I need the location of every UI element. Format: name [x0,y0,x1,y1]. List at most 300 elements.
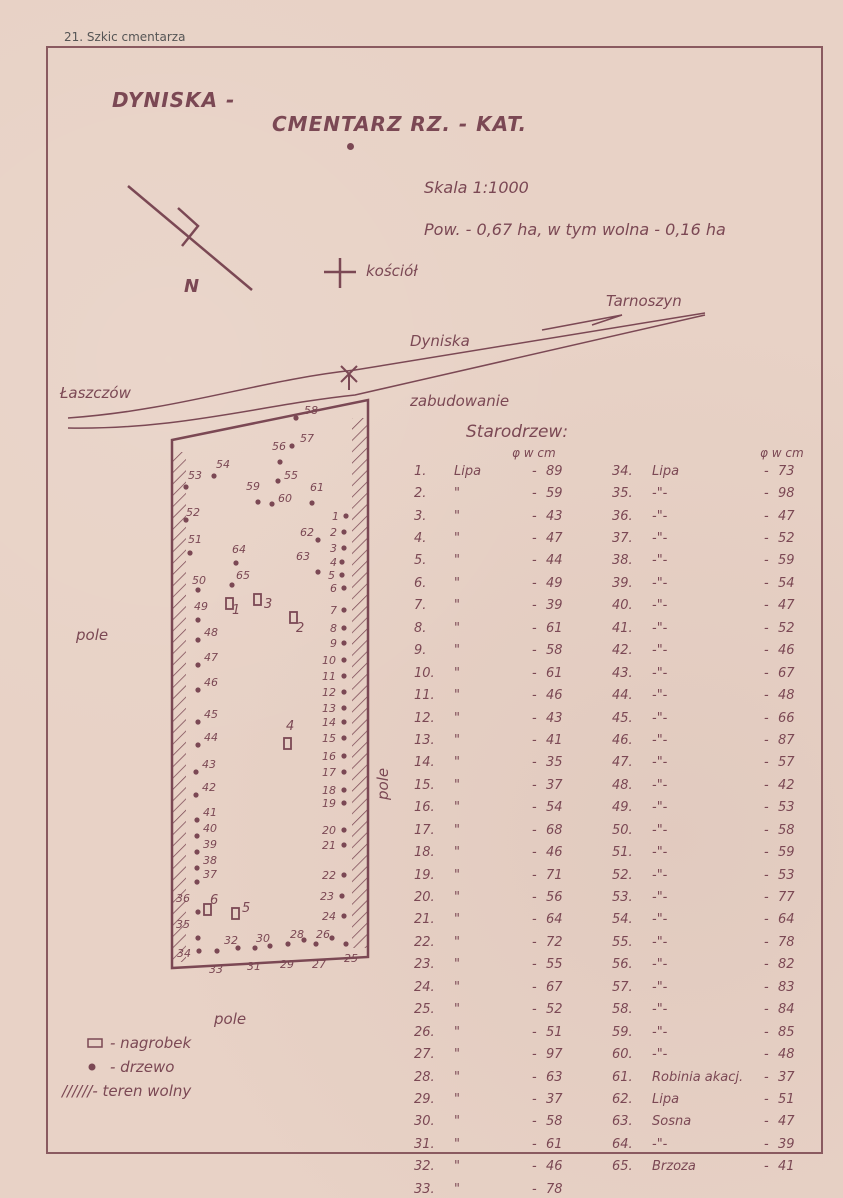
table-row [612,976,808,998]
tree-d-cell: 46 [778,643,795,659]
table-row [612,662,808,684]
tree-d-cell: 85 [778,1024,795,1040]
dash-cell: - [532,1159,537,1175]
table-row [414,617,576,639]
tree-d-cell: 55 [546,957,563,973]
tree-no-cell: 63. [612,1114,633,1130]
tree-no-cell: 48. [612,777,633,793]
grave-number-4: 4 [286,719,295,734]
table-heading: Starodrzew: [466,422,569,442]
tree-name-cell: " [454,934,460,950]
tree-number-45: 45 [204,708,218,721]
tree-marker-17 [341,769,346,774]
tree-name-cell: " [454,845,460,861]
tree-no-cell: 21. [414,912,435,928]
table-row [414,662,576,684]
tree-d-cell: 46 [546,688,563,704]
tree-number-50: 50 [192,574,206,587]
dash-cell: - [764,1069,769,1085]
dash-cell: - [532,957,537,973]
table-row [414,595,576,617]
tree-d-cell: 66 [778,710,795,726]
tree-marker-56 [277,459,282,464]
dash-cell: - [532,463,537,479]
table-row [612,482,808,504]
table-row [612,1111,808,1133]
tree-marker-6 [341,585,346,590]
tree-d-cell: 58 [778,822,795,838]
tree-no-cell: 18. [414,845,435,861]
tree-marker-11 [341,673,346,678]
tree-name-cell: " [454,1136,460,1152]
tree-dot-icon [89,1064,96,1071]
tree-marker-3 [341,545,346,550]
grave-marker-4 [284,738,291,749]
road-lines [68,313,705,428]
tree-no-cell: 65. [612,1159,633,1175]
table-row [612,797,808,819]
tree-name-cell: -"- [652,1024,668,1040]
tree-number-37: 37 [203,868,217,881]
tree-d-cell: 54 [778,575,795,591]
table-row [414,909,576,931]
table-row [414,572,576,594]
tree-marker-54 [211,473,216,478]
table-row [612,864,808,886]
tree-number-47: 47 [204,651,218,664]
tree-no-cell: 35. [612,486,633,502]
tree-marker-48 [195,637,200,642]
tree-name-cell: -"- [652,822,668,838]
tree-no-cell: 40. [612,598,633,614]
tree-no-cell: 3. [414,508,427,524]
dash-cell: - [532,1024,537,1040]
dash-cell: - [764,553,769,569]
dash-cell: - [764,643,769,659]
table-row [414,1178,576,1198]
tree-name-cell: " [454,957,460,973]
tree-marker-57 [289,443,294,448]
tree-name-cell: " [454,575,460,591]
area-label: Pow. - 0,67 ha, w tym wolna - 0,16 ha [424,220,726,239]
tree-no-cell: 57. [612,979,633,995]
tree-table-right [612,460,808,1178]
tree-name-cell: Lipa [652,1091,680,1107]
table-row [414,1066,576,1088]
tree-name-cell: " [454,1091,460,1107]
tree-number-41: 41 [203,806,217,819]
table-row [414,1133,576,1155]
tree-name-cell: -"- [652,508,668,524]
tree-d-cell: 52 [546,1002,563,1018]
tree-name-cell: " [454,486,460,502]
tree-number-5: 5 [328,569,335,582]
table-row [612,819,808,841]
tree-marker-13 [341,705,346,710]
tree-number-25: 25 [344,952,358,965]
tree-d-cell: 52 [778,620,795,636]
tree-name-cell: " [454,598,460,614]
tree-d-cell: 47 [778,598,795,614]
tree-no-cell: 32. [414,1159,435,1175]
grave-marker-5 [232,908,239,919]
tree-number-29: 29 [280,958,294,971]
dash-cell: - [764,531,769,547]
tree-name-cell: " [454,553,460,569]
tree-marker-27 [313,941,318,946]
tree-d-cell: 78 [778,934,795,950]
tree-marker-21 [341,842,346,847]
table-row [612,572,808,594]
dash-cell: - [532,800,537,816]
tree-number-27: 27 [312,958,326,971]
tree-name-cell: " [454,1159,460,1175]
tree-number-23: 23 [320,890,334,903]
legend-free-area: //////- teren wolny [62,1082,192,1100]
tree-name-cell: -"- [652,890,668,906]
tree-marker-25 [343,941,348,946]
tree-marker-1 [343,513,348,518]
tree-marker-16 [341,753,346,758]
tree-d-cell: 97 [546,1047,563,1063]
tree-number-4: 4 [330,556,337,569]
tree-marker-8 [341,625,346,630]
table-row [612,505,808,527]
tree-number-53: 53 [188,469,202,482]
tree-name-cell: " [454,822,460,838]
dash-cell: - [532,531,537,547]
table-row [612,640,808,662]
tree-d-cell: 46 [546,1159,563,1175]
grave-number-6: 6 [210,893,219,908]
tree-name-cell: -"- [652,732,668,748]
title-line2: CMENTARZ RZ. - KAT. [272,112,528,136]
dash-cell: - [532,710,537,726]
table-row [414,886,576,908]
tree-d-cell: 89 [546,463,563,479]
tree-number-16: 16 [322,750,336,763]
buildings-label: zabudowanie [410,392,510,410]
dash-cell: - [532,822,537,838]
tree-d-cell: 43 [546,508,563,524]
dash-cell: - [532,620,537,636]
table-row [612,774,808,796]
tree-number-24: 24 [322,910,336,923]
tree-marker-42 [193,792,198,797]
tree-name-cell: -"- [652,979,668,995]
tree-marker-2 [341,529,346,534]
tree-name-cell: -"- [652,575,668,591]
table-row [612,999,808,1021]
tree-name-cell: -"- [652,665,668,681]
tree-no-cell: 26. [414,1024,435,1040]
tree-name-cell: -"- [652,620,668,636]
tree-name-cell: Lipa [454,463,482,479]
tree-no-cell: 5. [414,553,427,569]
tree-name-cell: " [454,1181,460,1197]
table-row [414,931,576,953]
table-row [612,595,808,617]
tree-name-cell: -"- [652,800,668,816]
north-label: N [184,276,200,297]
tree-no-cell: 55. [612,934,633,950]
tree-marker-53 [183,484,188,489]
tree-marker-19 [341,800,346,805]
field-bottom-label: pole [214,1010,247,1028]
tree-number-12: 12 [322,686,336,699]
tree-d-cell: 59 [778,845,795,861]
tree-name-cell: -"- [652,598,668,614]
tree-d-cell: 83 [778,979,795,995]
tree-d-cell: 61 [546,665,563,681]
tree-number-48: 48 [204,626,218,639]
dash-cell: - [532,1091,537,1107]
tree-number-56: 56 [272,440,286,453]
dash-cell: - [532,688,537,704]
tree-no-cell: 52. [612,867,633,883]
tree-name-cell: -"- [652,777,668,793]
tree-no-cell: 36. [612,508,633,524]
dash-cell: - [532,575,537,591]
tree-marker-4 [339,559,344,564]
table-row [414,482,576,504]
dash-cell: - [764,800,769,816]
tree-no-cell: 16. [414,800,435,816]
tree-no-cell: 23. [414,957,435,973]
free-area-right [352,418,367,948]
tree-number-60: 60 [278,492,292,505]
tree-marker-34 [196,948,201,953]
tree-d-cell: 41 [778,1159,795,1175]
tree-d-cell: 61 [546,620,563,636]
dash-cell: - [764,979,769,995]
tree-no-cell: 33. [414,1181,435,1197]
tree-no-cell: 44. [612,688,633,704]
tree-no-cell: 11. [414,688,435,704]
tree-d-cell: 67 [778,665,795,681]
field-right-label: pole [374,767,392,800]
tree-d-cell: 39 [546,598,563,614]
tree-no-cell: 64. [612,1136,633,1152]
tree-marker-62 [315,537,320,542]
tree-marker-44 [195,742,200,747]
tree-d-cell: 64 [546,912,563,928]
tree-marker-26 [329,935,334,940]
tree-no-cell: 9. [414,643,427,659]
tree-name-cell: -"- [652,934,668,950]
tree-name-cell: -"- [652,912,668,928]
tree-name-cell: -"- [652,688,668,704]
tree-number-57: 57 [300,432,314,445]
grave-number-2: 2 [296,621,305,636]
table-row [612,550,808,572]
tree-marker-5 [339,572,344,577]
tree-no-cell: 43. [612,665,633,681]
tree-number-9: 9 [330,637,337,650]
dash-cell: - [532,1047,537,1063]
table-row [612,1021,808,1043]
table-row [414,1043,576,1065]
tree-no-cell: 25. [414,1002,435,1018]
tree-name-cell: " [454,867,460,883]
tree-name-cell: -"- [652,1047,668,1063]
tree-d-cell: 68 [546,822,563,838]
tree-no-cell: 61. [612,1069,633,1085]
tree-name-cell: -"- [652,643,668,659]
dash-cell: - [764,867,769,883]
tree-d-cell: 58 [546,1114,563,1130]
tree-marker-47 [195,662,200,667]
table-row [612,1066,808,1088]
tree-number-62: 62 [300,526,314,539]
tree-d-cell: 53 [778,867,795,883]
tree-name-cell: " [454,1024,460,1040]
dash-cell: - [532,1069,537,1085]
tree-no-cell: 56. [612,957,633,973]
table-row [414,729,576,751]
dash-cell: - [532,732,537,748]
tree-no-cell: 1. [414,463,427,479]
tree-no-cell: 45. [612,710,633,726]
tree-marker-15 [341,735,346,740]
tree-number-51: 51 [188,533,202,546]
tree-marker-41 [194,817,199,822]
tree-number-7: 7 [330,604,337,617]
table-row [414,1111,576,1133]
dash-cell: - [764,1047,769,1063]
tree-no-cell: 38. [612,553,633,569]
dash-cell: - [532,1114,537,1130]
dash-cell: - [764,620,769,636]
tree-number-35: 35 [176,918,190,931]
tree-number-65: 65 [236,569,250,582]
tree-name-cell: " [454,800,460,816]
tree-no-cell: 14. [414,755,435,771]
tree-name-cell: " [454,620,460,636]
tree-no-cell: 49. [612,800,633,816]
dash-cell: - [532,508,537,524]
dash-cell: - [764,463,769,479]
tree-name-cell: " [454,1114,460,1130]
dash-cell: - [764,732,769,748]
tree-d-cell: 42 [778,777,795,793]
table-row [612,707,808,729]
tree-no-cell: 34. [612,463,633,479]
tree-name-cell: -"- [652,553,668,569]
tree-number-28: 28 [290,928,304,941]
tree-name-cell: " [454,688,460,704]
tree-no-cell: 28. [414,1069,435,1085]
dash-cell: - [532,845,537,861]
tree-no-cell: 19. [414,867,435,883]
tree-name-cell: " [454,755,460,771]
table-row [414,976,576,998]
table-row [612,1043,808,1065]
tree-marker-46 [195,687,200,692]
dash-cell: - [532,979,537,995]
tree-number-38: 38 [203,854,217,867]
tree-marker-29 [285,941,290,946]
table-row [414,1156,576,1178]
tree-no-cell: 6. [414,575,427,591]
tree-no-cell: 31. [414,1136,435,1152]
dash-cell: - [532,890,537,906]
dash-cell: - [532,755,537,771]
table-row [612,841,808,863]
dash-cell: - [532,1136,537,1152]
tree-number-17: 17 [322,766,336,779]
tree-number-1: 1 [332,510,339,523]
dash-cell: - [764,845,769,861]
tree-no-cell: 51. [612,845,633,861]
dash-cell: - [532,486,537,502]
tree-marker-43 [193,769,198,774]
grave-marker-3 [254,594,261,605]
tree-no-cell: 20. [414,890,435,906]
tree-d-cell: 59 [546,486,563,502]
dash-cell: - [532,643,537,659]
tree-d-cell: 48 [778,1047,795,1063]
tree-d-cell: 54 [546,800,563,816]
tree-name-cell: -"- [652,845,668,861]
tree-marker-65 [229,582,234,587]
col-header-right: φ w cm [760,446,804,460]
tree-name-cell: " [454,912,460,928]
dash-cell: - [532,934,537,950]
grave-number-5: 5 [242,901,251,916]
tree-marker-45 [195,719,200,724]
table-row [612,1133,808,1155]
scale-label: Skala 1:1000 [424,178,529,197]
table-row [414,527,576,549]
dash-cell: - [764,688,769,704]
dash-cell: - [764,1114,769,1130]
free-area-left [172,452,186,962]
tree-d-cell: 39 [778,1136,795,1152]
dash-cell: - [764,934,769,950]
tree-d-cell: 98 [778,486,795,502]
cemetery-boundary [172,400,368,968]
tree-marker-33 [214,948,219,953]
tree-number-8: 8 [330,622,337,635]
tree-marker-58 [293,415,298,420]
tree-d-cell: 37 [546,1091,563,1107]
dash-cell: - [764,1091,769,1107]
tree-name-cell: Robinia akacj. [652,1069,744,1085]
tree-no-cell: 10. [414,665,435,681]
tree-d-cell: 48 [778,688,795,704]
tree-no-cell: 39. [612,575,633,591]
laszczow-label: Łaszczów [60,384,131,402]
tree-name-cell: -"- [652,1136,668,1152]
table-row [414,684,576,706]
tree-no-cell: 60. [612,1047,633,1063]
tree-d-cell: 84 [778,1002,795,1018]
table-row [414,797,576,819]
tree-marker-60 [269,501,274,506]
tree-name-cell: " [454,710,460,726]
tree-marker-10 [341,657,346,662]
tree-number-33: 33 [209,963,223,976]
table-row [414,819,576,841]
tree-d-cell: 78 [546,1181,563,1197]
tree-no-cell: 15. [414,777,435,793]
tree-d-cell: 44 [546,553,563,569]
tree-d-cell: 72 [546,934,563,950]
tree-name-cell: " [454,1047,460,1063]
tree-name-cell: " [454,732,460,748]
tree-number-32: 32 [224,934,238,947]
